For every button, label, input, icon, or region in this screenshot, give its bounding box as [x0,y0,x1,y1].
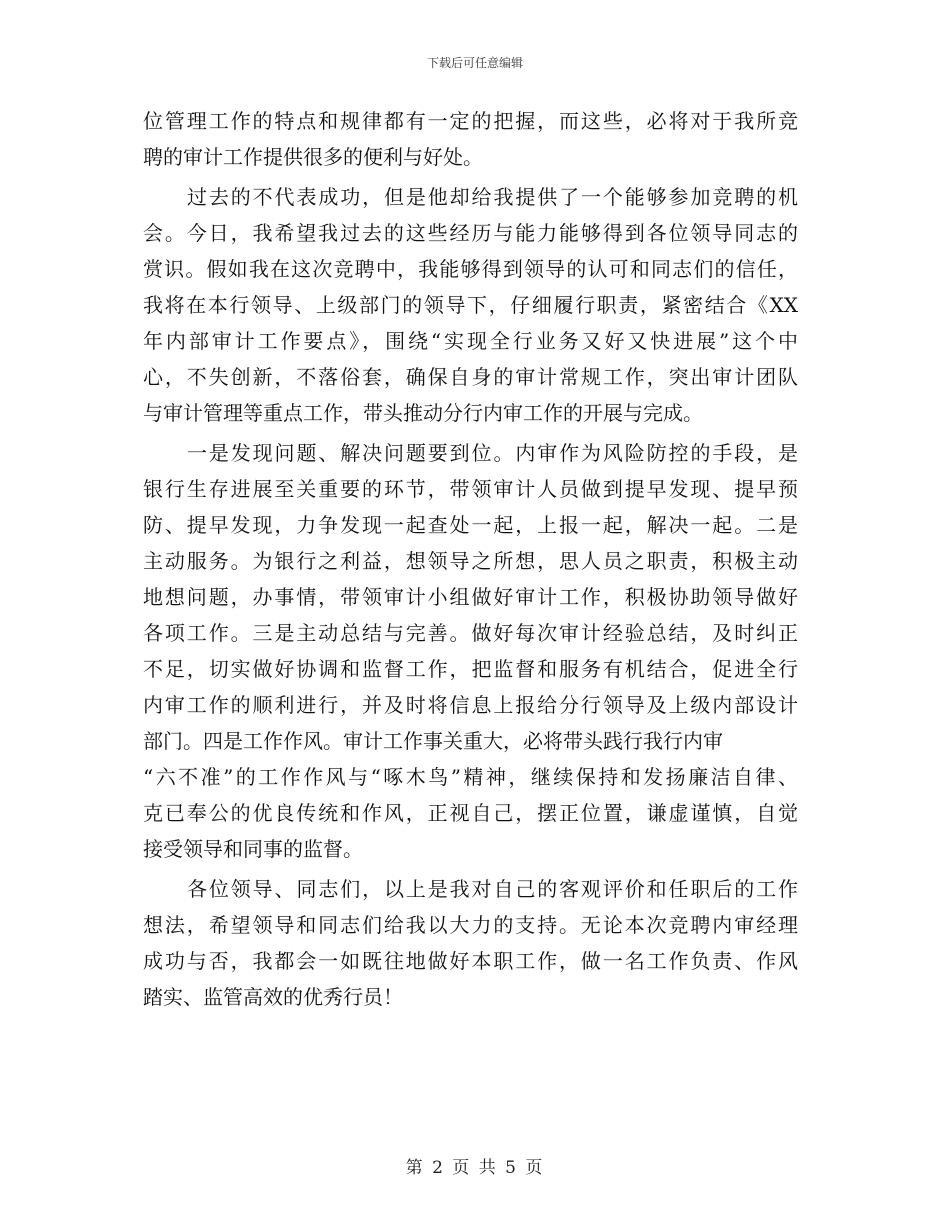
text-line: 过去的不代表成功，但是他却给我提供了一个能够参加竞聘的机 [187,185,798,209]
text-line: 各位领导、同志们，以上是我对自己的客观评价和任职后的工作 [187,877,798,901]
text-line: 位管理工作的特点和规律都有一定的把握，而这些，必将对于我所竞 [143,109,798,133]
text-line: 接受领导和同事的监督。 [143,837,363,861]
text-line: 赏识。假如我在这次竞聘中，我能够得到领导的认可和同志们的信任， [143,257,798,281]
text-line: 银行生存进展至关重要的环节，带领审计人员做到提早发现、提早预 [143,477,798,501]
paragraph [143,435,798,867]
text-line: 会。今日，我希望我过去的这些经历与能力能够得到各位领导同志的 [143,221,798,245]
text-line: 主动服务。为银行之利益，想领导之所想，思人员之职责，积极主动 [143,549,798,573]
text-line: 克已奉公的优良传统和作风，正视自己，摆正位置，谦虚谨慎，自觉 [143,801,798,825]
text-line: 一是发现问题、解决问题要到位。内审作为风险防控的手段，是 [187,441,798,465]
header-note: 下载后可任意编辑 [426,56,523,70]
text-line: 内审工作的顺利进行，并及时将信息上报给分行领导及上级内部设计 [143,693,798,717]
text-line: 我将在本行领导、上级部门的领导下，仔细履行职责，紧密结合《XX [143,293,798,317]
text-line: 聘的审计工作提供很多的便利与好处。 [143,145,483,169]
text-line: “六不准”的工作作风与“啄木鸟”精神，继续保持和发扬廉洁自律、 [143,765,798,789]
text-line: 地想问题，办事情，带领审计小组做好审计工作，积极协助领导做好 [143,585,798,609]
text-line: 部门。四是工作作风。审计工作事关重大，必将带头践行我行内审 [143,729,723,753]
text-line: 与审计管理等重点工作，带头推动分行内审工作的开展与完成。 [143,401,703,425]
text-line: 想法，希望领导和同志们给我以大力的支持。无论本次竞聘内审经理 [143,913,798,937]
text-line: 各项工作。三是主动总结与完善。做好每次审计经验总结，及时纠正 [143,621,798,645]
text-line: 踏实、监管高效的优秀行员！ [143,985,403,1009]
text-line: 防、提早发现，力争发现一起查处一起，上报一起，解决一起。二是 [143,513,798,537]
text-line: 年内部审计工作要点》，围绕“实现全行业务又好又快进展”这个中 [143,329,798,353]
text-line: 成功与否，我都会一如既往地做好本职工作，做一名工作负责、作风 [143,949,798,973]
text-line: 不足，切实做好协调和监督工作，把监督和服务有机结合，促进全行 [143,657,798,681]
paragraph [143,103,798,175]
paragraph [143,179,798,431]
paragraph [143,871,798,1015]
text-line: 心，不失创新，不落俗套，确保自身的审计常规工作，突出审计团队 [143,365,798,389]
document-body [143,103,798,1015]
page-number: 第 2 页 共 5 页 [405,1158,545,1178]
